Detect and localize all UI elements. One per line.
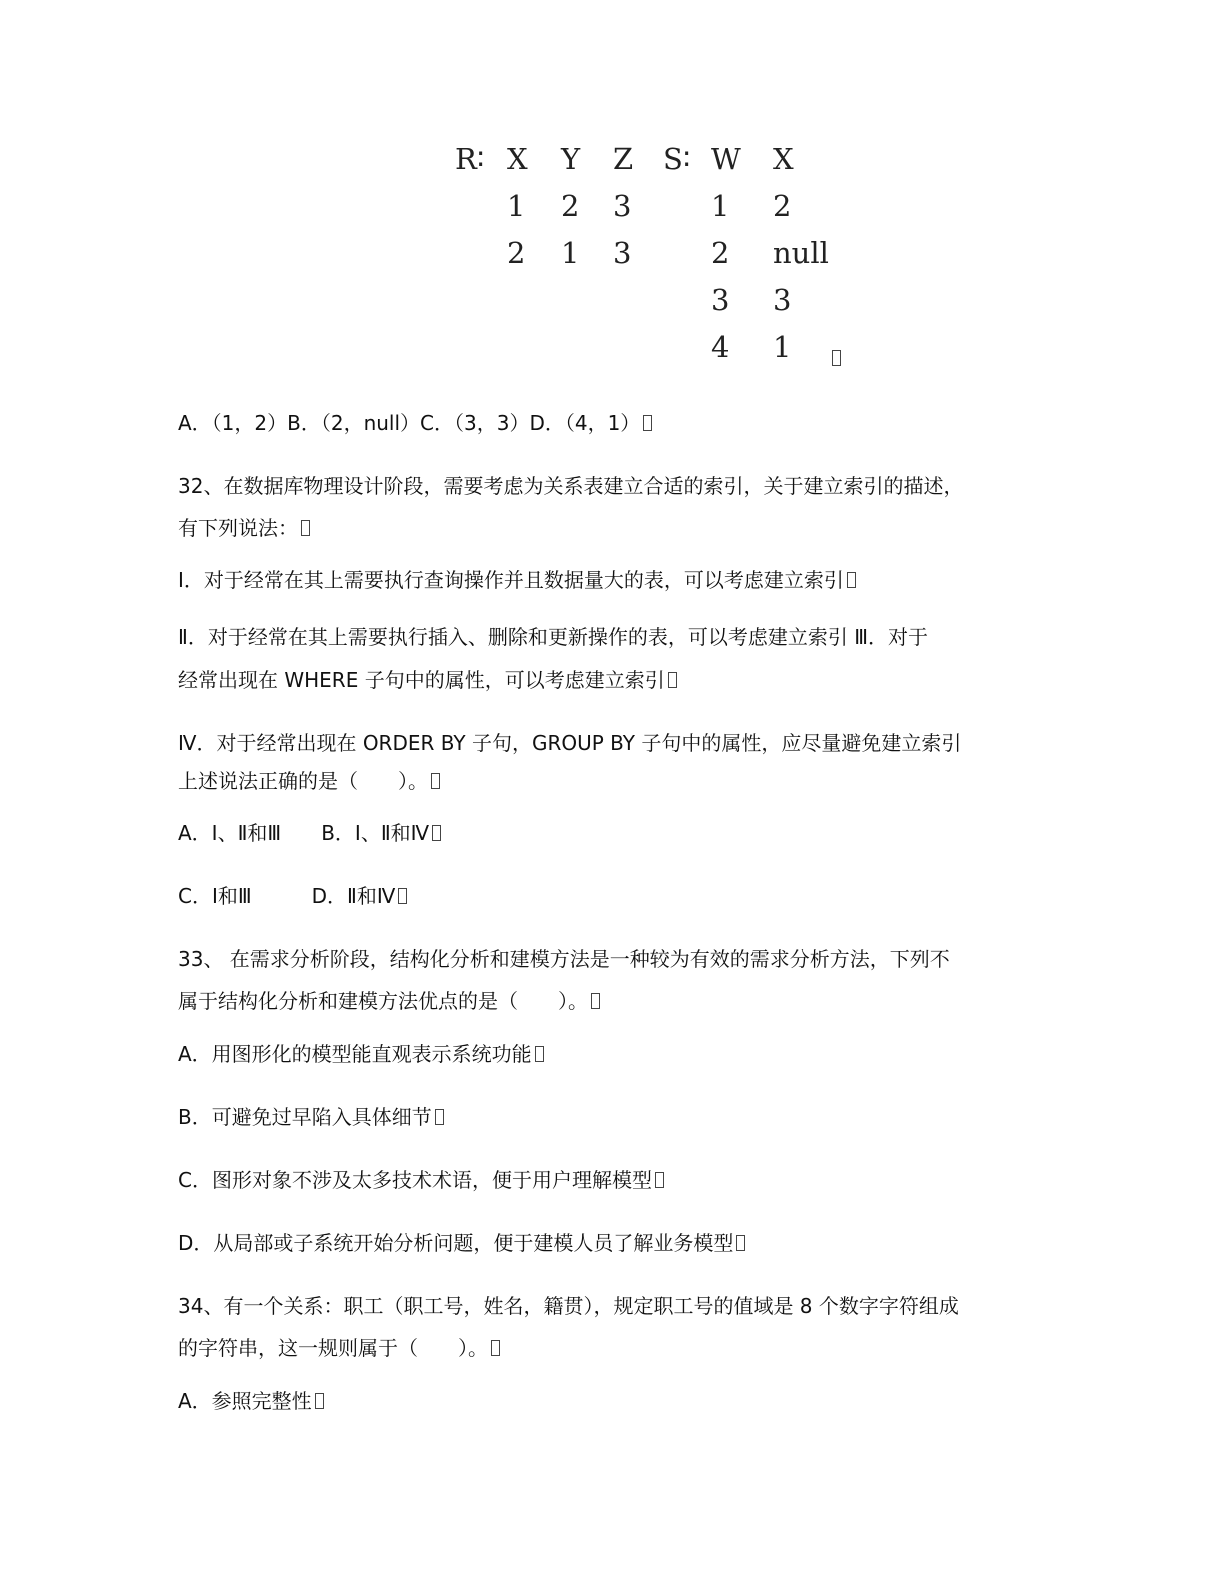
q34-option-a	[178, 1388, 324, 1414]
q33-stem-line-1	[178, 946, 950, 972]
text-line: C．图形对象不涉及太多技术术语，便于用户理解模型	[178, 1168, 652, 1192]
s-header-w: W	[711, 142, 741, 176]
text-line: 32、在数据库物理设计阶段，需要考虑为关系表建立合适的索引，关于建立索引的描述，	[178, 474, 964, 498]
text-line: A．用图形化的模型能直观表示系统功能	[178, 1042, 532, 1066]
text-line: 有下列说法：	[178, 516, 298, 540]
text-line: 上述说法正确的是（ ）。	[178, 769, 428, 793]
q32-stem-line-1	[178, 473, 963, 499]
q32-options-cd	[178, 883, 407, 909]
r-header-y: Y	[561, 142, 581, 176]
s-cell: 1	[711, 189, 730, 223]
text-line: A．Ⅰ、Ⅱ和Ⅲ B．Ⅰ、Ⅱ和Ⅳ	[178, 821, 430, 845]
q32-statement-4	[178, 730, 961, 756]
paragraph-mark-icon	[591, 993, 600, 1009]
r-cell: 3	[613, 236, 632, 270]
text-line: 34、有一个关系：职工（职工号，姓名，籍贯），规定职工号的值域是 8 个数字字符组成	[178, 1294, 959, 1318]
text-line: D．从局部或子系统开始分析问题，便于建模人员了解业务模型	[178, 1231, 734, 1255]
s-cell: 3	[773, 283, 792, 317]
q33-option-d	[178, 1230, 745, 1256]
r-cell: 1	[507, 189, 526, 223]
q33-option-c	[178, 1167, 664, 1193]
paragraph-mark-icon	[491, 1340, 500, 1356]
text-line: 33、 在需求分析阶段，结构化分析和建模方法是一种较为有效的需求分析方法，下列不	[178, 947, 950, 971]
q34-stem-line-2	[178, 1335, 500, 1361]
text-line: B．可避免过早陷入具体细节	[178, 1105, 432, 1129]
q31-options-line	[178, 410, 652, 436]
q32-stem-line-2	[178, 515, 310, 541]
paragraph-mark-icon	[398, 888, 407, 904]
q33-option-a	[178, 1041, 544, 1067]
paragraph-mark-icon	[847, 572, 856, 588]
q33-stem-line-2	[178, 988, 600, 1014]
paragraph-mark-icon	[435, 1109, 444, 1125]
relation-tables-figure	[455, 140, 855, 370]
r-cell: 1	[561, 236, 580, 270]
paragraph-mark-icon	[736, 1235, 745, 1251]
text-line: Ⅳ．对于经常出现在 ORDER BY 子句，GROUP BY 子句中的属性，应尽量避免建立索引	[178, 731, 962, 755]
s-cell: 2	[773, 189, 792, 223]
text-line: A．（1，2）B．（2，null）C．（3，3）D．（4，1）	[178, 411, 641, 435]
r-header-z: Z	[613, 142, 634, 176]
q32-options-ab	[178, 820, 441, 846]
q32-question	[178, 768, 440, 794]
paragraph-mark-icon	[432, 825, 441, 841]
s-header-x: X	[773, 142, 794, 176]
relation-s-label: S∶	[663, 142, 691, 176]
q32-statement-1	[178, 567, 856, 593]
text-line: 属于结构化分析和建模方法优点的是（ ）。	[178, 989, 588, 1013]
s-cell: 2	[711, 236, 730, 270]
q34-stem-line-1	[178, 1293, 959, 1319]
q32-statement-2	[178, 624, 928, 650]
paragraph-mark-icon	[668, 672, 677, 688]
text-line: 经常出现在 WHERE 子句中的属性，可以考虑建立索引	[178, 668, 665, 692]
paragraph-mark-icon	[431, 773, 440, 789]
q33-option-b	[178, 1104, 444, 1130]
s-cell: 1	[773, 330, 792, 364]
s-cell: 4	[711, 330, 730, 364]
relation-r-label: R∶	[455, 142, 485, 176]
paragraph-mark-icon	[535, 1046, 544, 1062]
paragraph-mark-icon	[655, 1172, 664, 1188]
text-line: 的字符串，这一规则属于（ ）。	[178, 1336, 488, 1360]
paragraph-mark-icon	[832, 350, 841, 366]
r-cell: 2	[507, 236, 526, 270]
text-line: Ⅱ．对于经常在其上需要执行插入、删除和更新操作的表，可以考虑建立索引 Ⅲ．对于	[178, 625, 928, 649]
text-line: A．参照完整性	[178, 1389, 312, 1413]
paragraph-mark-icon	[315, 1393, 324, 1409]
text-line: Ⅰ．对于经常在其上需要执行查询操作并且数据量大的表，可以考虑建立索引	[178, 568, 844, 592]
r-header-x: X	[507, 142, 528, 176]
paragraph-mark-icon	[301, 520, 310, 536]
r-cell: 2	[561, 189, 580, 223]
s-cell: null	[773, 236, 829, 270]
text-line: C．Ⅰ和Ⅲ D．Ⅱ和Ⅳ	[178, 884, 396, 908]
q32-statement-3	[178, 667, 677, 693]
r-cell: 3	[613, 189, 632, 223]
s-cell: 3	[711, 283, 730, 317]
paragraph-mark-icon	[643, 415, 652, 431]
